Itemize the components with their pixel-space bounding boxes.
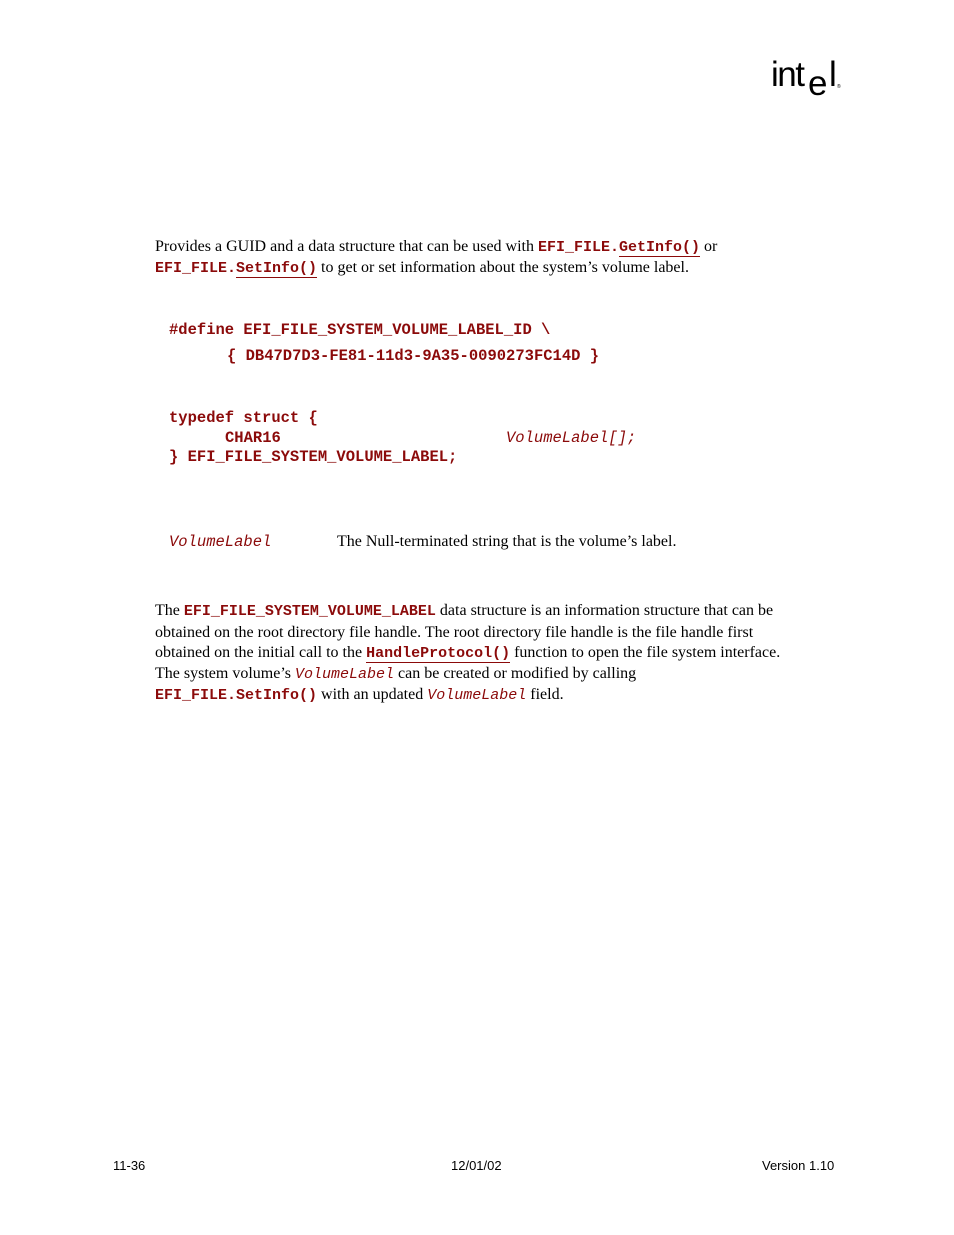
description-line-3 bbox=[155, 643, 855, 664]
summary-text-2: or bbox=[700, 238, 718, 255]
description-text-4: function to open the file system interface. bbox=[510, 644, 781, 661]
logo-registered: ® bbox=[837, 84, 841, 90]
prototype-typedef-line: typedef struct { bbox=[169, 409, 318, 427]
parameter-name: VolumeLabel bbox=[169, 533, 272, 551]
description-text-7: with an updated bbox=[317, 686, 428, 703]
guid-define-line: #define EFI_FILE_SYSTEM_VOLUME_LABEL_ID \ bbox=[169, 321, 551, 339]
summary-text-3: to get or set information about the system’s volume label. bbox=[317, 259, 689, 276]
prototype-field-name: VolumeLabel[]; bbox=[506, 429, 637, 447]
description-text-5: The system volume’s bbox=[155, 665, 295, 682]
getinfo-prefix: EFI_FILE. bbox=[538, 239, 620, 256]
handleprotocol-link[interactable]: HandleProtocol() bbox=[366, 645, 511, 662]
summary-paragraph bbox=[155, 237, 855, 279]
description-text-2: data structure is an information structure that can be bbox=[435, 602, 774, 619]
summary-text-1: Provides a GUID and a data structure that can be used with bbox=[155, 238, 538, 255]
description-line-4 bbox=[155, 664, 855, 685]
logo-int: int bbox=[771, 55, 804, 94]
prototype-closing-line: } EFI_FILE_SYSTEM_VOLUME_LABEL; bbox=[169, 448, 458, 466]
description-paragraph bbox=[155, 601, 855, 706]
footer-date: 12/01/02 bbox=[451, 1158, 502, 1173]
summary-line-1 bbox=[155, 237, 855, 258]
description-text-6: can be created or modified by calling bbox=[394, 665, 637, 682]
prototype-field-type: CHAR16 bbox=[225, 429, 281, 447]
getinfo-link[interactable]: GetInfo() bbox=[619, 239, 701, 256]
description-text-1: The bbox=[155, 602, 184, 619]
setinfo-link[interactable]: SetInfo() bbox=[236, 260, 318, 277]
summary-line-2 bbox=[155, 258, 855, 279]
description-line-5 bbox=[155, 685, 855, 706]
description-line-2: obtained on the root directory file handle. The root directory file handle is the file handle first bbox=[155, 624, 754, 641]
setinfo-prefix: EFI_FILE. bbox=[155, 260, 237, 277]
intel-logo bbox=[771, 55, 843, 103]
footer-version: Version 1.10 bbox=[762, 1158, 835, 1173]
struct-name: EFI_FILE_SYSTEM_VOLUME_LABEL bbox=[183, 603, 436, 620]
volumelabel-ref-1: VolumeLabel bbox=[294, 666, 395, 683]
description-line-1 bbox=[155, 601, 855, 623]
logo-e: e bbox=[808, 64, 828, 103]
logo-l: l bbox=[829, 55, 836, 94]
guid-value-line: { DB47D7D3-FE81-11d3-9A35-0090273FC14D } bbox=[227, 347, 600, 365]
volumelabel-ref-2: VolumeLabel bbox=[427, 687, 527, 704]
description-text-8: field. bbox=[526, 686, 564, 703]
footer-page-number: 11-36 bbox=[113, 1158, 146, 1173]
parameter-description: The Null-terminated string that is the volume’s label. bbox=[337, 533, 677, 550]
setinfo-ref: EFI_FILE.SetInfo() bbox=[155, 687, 318, 704]
description-text-3: obtained on the initial call to the bbox=[155, 644, 367, 661]
